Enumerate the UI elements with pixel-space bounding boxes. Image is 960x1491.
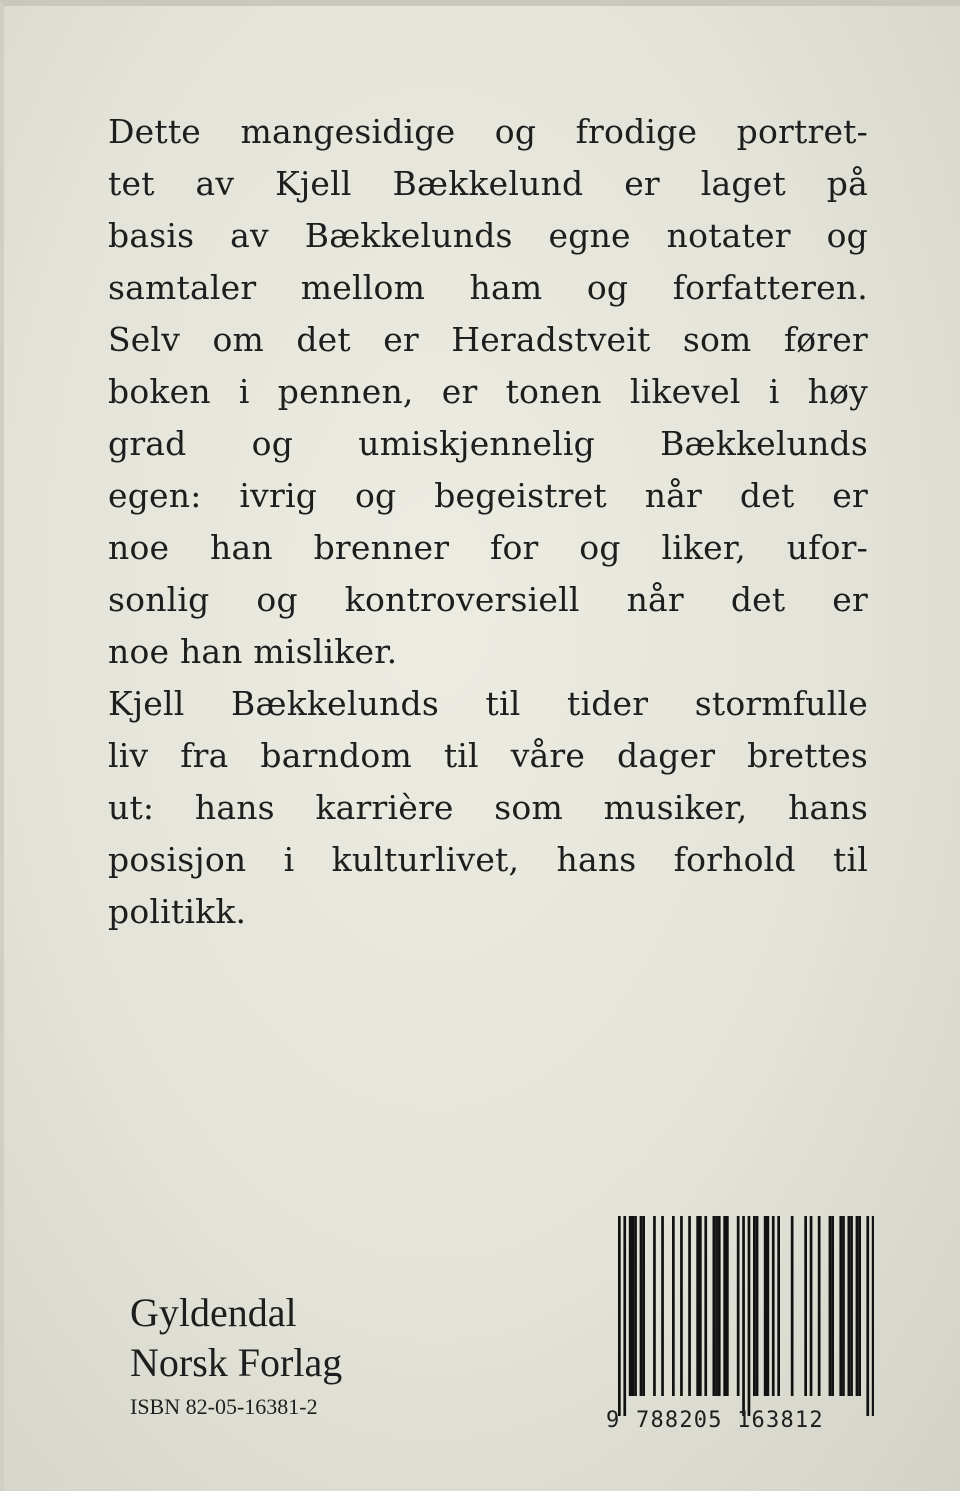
barcode-bar: [704, 1216, 707, 1396]
barcode-bar: [772, 1216, 775, 1396]
barcode-bar: [632, 1216, 635, 1396]
barcode-guard-bar: [748, 1216, 751, 1416]
barcode-bar: [629, 1216, 632, 1396]
barcode-bar: [642, 1216, 645, 1396]
barcode-bar: [661, 1216, 664, 1396]
barcode-bar: [850, 1216, 853, 1396]
barcode-bar: [718, 1216, 721, 1396]
blurb-line: politikk.: [108, 892, 247, 931]
barcode-bar: [699, 1216, 702, 1396]
blurb-line: noe han brenner for og liker, ufor-: [108, 528, 868, 567]
barcode-bar: [723, 1216, 726, 1396]
publisher-name-line2: Norsk Forlag: [130, 1340, 343, 1385]
ean-barcode: [604, 1216, 874, 1446]
barcode-guard-bar: [742, 1216, 745, 1416]
blurb-line: noe han misliker.: [108, 632, 398, 671]
barcode-bar: [696, 1216, 699, 1396]
blurb-line: basis av Bækkelunds egne notater og: [108, 216, 868, 255]
barcode-bar: [753, 1216, 756, 1396]
barcode-bar: [713, 1216, 716, 1396]
barcode-bar: [672, 1216, 675, 1396]
barcode-bar: [715, 1216, 718, 1396]
blurb-line: boken i pennen, er tonen likevel i høy: [108, 372, 868, 411]
barcode-bar: [831, 1216, 834, 1396]
barcode-guard-bar: [866, 1216, 869, 1416]
barcode-bar: [810, 1216, 813, 1396]
blurb-line: Dette mangesidige og frodige portret-: [108, 112, 868, 151]
barcode-bar: [634, 1216, 637, 1396]
blurb-line: samtaler mellom ham og forfatteren.: [108, 268, 868, 307]
barcode-guard-bar: [618, 1216, 621, 1416]
barcode-bar: [680, 1216, 683, 1396]
publisher-name-line1: Gyldendal: [130, 1290, 297, 1335]
barcode-bar: [756, 1216, 759, 1396]
barcode-bar: [858, 1216, 861, 1396]
barcode-bar: [640, 1216, 643, 1396]
barcode-bar: [764, 1216, 767, 1396]
barcode-bar: [653, 1216, 656, 1396]
barcode-bar: [726, 1216, 729, 1396]
barcode-bar: [818, 1216, 821, 1396]
barcode-bar: [791, 1216, 794, 1396]
isbn-number: ISBN 82-05-16381-2: [130, 1394, 318, 1419]
barcode-first-digit: 9: [606, 1408, 620, 1433]
blurb-line: liv fra barndom til våre dager brettes: [108, 736, 868, 775]
barcode-bar: [856, 1216, 859, 1396]
blurb-line: tet av Kjell Bækkelund er laget på: [108, 164, 868, 203]
barcode-bar: [848, 1216, 851, 1396]
blurb-line: sonlig og kontroversiell når det er: [108, 580, 868, 619]
barcode-guard-bar: [872, 1216, 874, 1416]
barcode-bar: [842, 1216, 845, 1396]
barcode-bar: [839, 1216, 842, 1396]
blurb-text: [108, 106, 868, 938]
blurb-line: grad og umiskjennelig Bækkelunds: [108, 424, 868, 463]
barcode-bar: [777, 1216, 780, 1396]
blurb-line: Selv om det er Heradstveit som fører: [108, 320, 868, 359]
blurb-line: Kjell Bækkelunds til tider stormfulle: [108, 684, 868, 723]
barcode-bars: [604, 1216, 874, 1416]
barcode-bar: [737, 1216, 740, 1396]
barcode-remaining-digits: 788205 163812: [636, 1408, 824, 1433]
publisher-block: [130, 1288, 342, 1422]
barcode-bar: [767, 1216, 770, 1396]
barcode-bar: [804, 1216, 807, 1396]
blurb-line: ut: hans karrière som musiker, hans: [108, 788, 868, 827]
barcode-bar: [688, 1216, 691, 1396]
blurb-line: posisjon i kulturlivet, hans forhold til: [108, 840, 868, 879]
barcode-guard-bar: [623, 1216, 626, 1416]
blurb-line: egen: ivrig og begeistret når det er: [108, 476, 868, 515]
barcode-bar: [829, 1216, 832, 1396]
